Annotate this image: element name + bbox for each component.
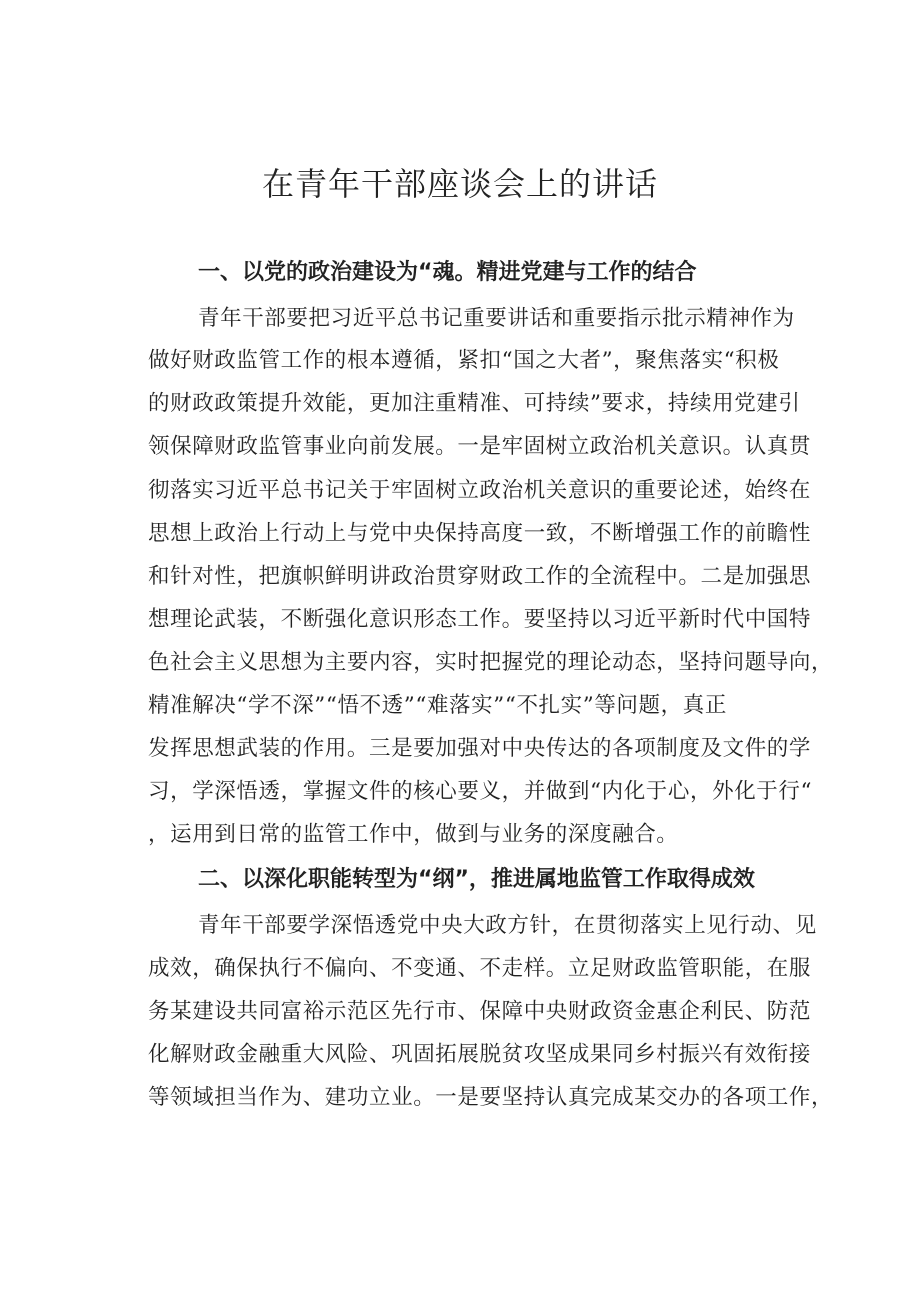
paragraph-line: 领保障财政监管事业向前发展。一是牢固树立政治机关意识。认真贯 xyxy=(148,434,812,459)
paragraph-line: 成效，确保执行不偏向、不变通、不走样。立足财政监管职能，在服 xyxy=(148,956,812,981)
paragraph-line: 和针对性，把旗帜鲜明讲政治贯穿财政工作的全流程中。二是加强思 xyxy=(148,564,812,589)
paragraph-line: 彻落实习近平总书记关于牢固树立政治机关意识的重要论述，始终在 xyxy=(148,478,812,503)
paragraph-line: 化解财政金融重大风险、巩固拓展脱贫攻坚成果同乡村振兴有效衔接 xyxy=(148,1042,812,1067)
paragraph-line: 想理论武装，不断强化意识形态工作。要坚持以习近平新时代中国特 xyxy=(148,607,812,632)
paragraph-line: ，运用到日常的监管工作中，做到与业务的深度融合。 xyxy=(148,822,679,847)
paragraph-line: 等领域担当作为、建功立业。一是要坚持认真完成某交办的各项工作， xyxy=(148,1085,834,1110)
paragraph-line: 思想上政治上行动上与党中央保持高度一致，不断增强工作的前瞻性 xyxy=(148,521,812,546)
paragraph-line: 的财政政策提升效能，更加注重精准、可持续”要求，持续用党建引 xyxy=(148,391,801,416)
paragraph-line: 青年干部要把习近平总书记重要讲话和重要指示批示精神作为 xyxy=(198,306,795,331)
paragraph-line: 色社会主义思想为主要内容，实时把握党的理论动态，坚持问题导向， xyxy=(148,650,834,675)
paragraph-line: 做好财政监管工作的根本遵循，紧扣“国之大者”，聚焦落实“积极 xyxy=(148,348,780,373)
document-title: 在青年干部座谈会上的讲话 xyxy=(261,165,658,203)
paragraph-line: 务某建设共同富裕示范区先行市、保障中央财政资金惠企利民、防范 xyxy=(148,999,812,1024)
paragraph-line: 习，学深悟透，掌握文件的核心要义，并做到“内化于心，外化于行“ xyxy=(148,779,813,804)
section-heading-1: 一、以党的政治建设为“魂。精进党建与工作的结合 xyxy=(198,260,697,285)
paragraph-line: 青年干部要学深悟透党中央大政方针，在贯彻落实上见行动、见 xyxy=(198,913,817,938)
paragraph-line: 发挥思想武装的作用。三是要加强对中央传达的各项制度及文件的学 xyxy=(148,736,812,761)
paragraph-line: 精准解决“学不深”“悟不透”“难落实”“不扎实”等问题，真正 xyxy=(148,693,727,718)
section-heading-2: 二、以深化职能转型为“纲”，推进属地监管工作取得成效 xyxy=(198,867,755,892)
